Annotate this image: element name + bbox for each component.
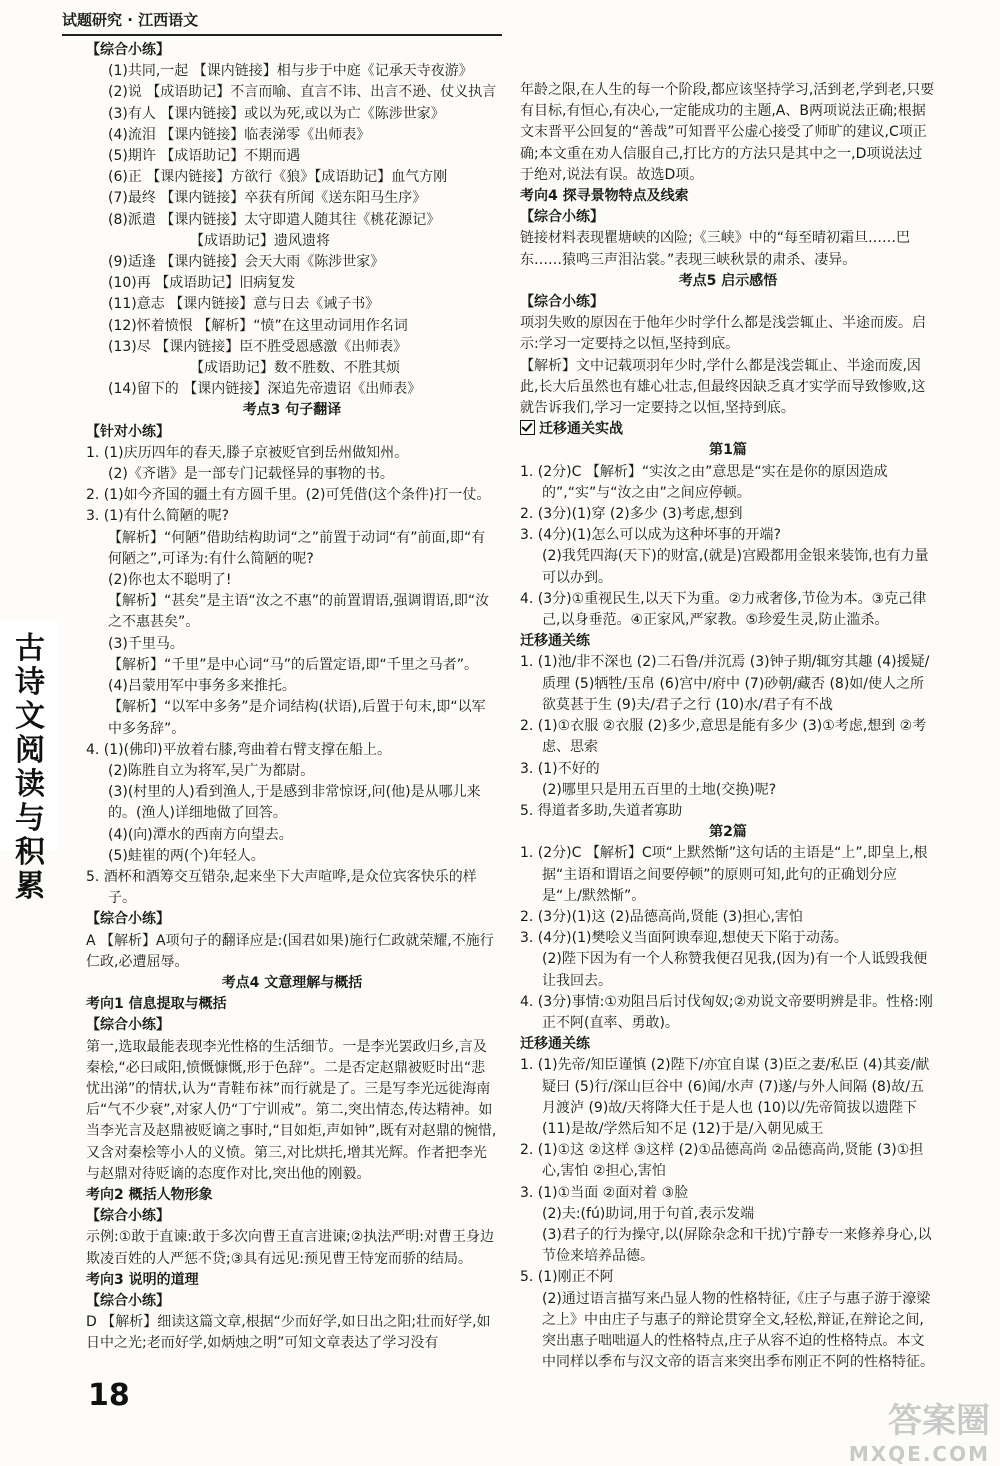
left-column (86, 40, 498, 1355)
answer-detail: (3)千里马。 (108, 635, 184, 652)
paragraph: 年龄之限,在人生的每一个阶段,都应该坚持学习,活到老,学到老,只要有目标,有恒心,有决心,一定能成功的主题,A、B两项说法正确;根据文末晋平公回复的“善哉”可知晋平公虚心接受了师旷的建议,C项正确;本文重在劝人信服自己,打比方的方法只是其中之一,D项说法过于绝对,说法有误。故选D项。 (520, 82, 935, 183)
exercise-tag: 迁移通关练 (520, 1036, 590, 1053)
answer-detail: (2)我凭四海(天下)的财富,(就是)宫殿都用金银来装饰,也有力量可以办到。 (542, 548, 929, 586)
exercise-tag: 迁移通关练 (520, 633, 590, 650)
side-section-label: 古诗文阅读与积累 (15, 631, 45, 904)
answer-item: (3)有人 【课内链接】或以为死,或以为亡《陈涉世家》 (108, 105, 445, 122)
answer-detail: (4)吕蒙用军中事务多来推托。 (108, 678, 296, 695)
numbered-answer: 2. (1)如今齐国的疆土有方圆千里。(2)可凭借(这个条件)打一仗。 (86, 487, 491, 504)
exercise-tag: 【针对小练】 (86, 423, 170, 440)
subsection-title: 考向4 探寻景物特点及线索 (520, 188, 689, 205)
answer-item: (11)意志 【课内链接】意与日去《诫子书》 (108, 296, 380, 313)
answer-item: (14)留下的 【课内链接】深追先帝遗诏《出师表》 (108, 381, 422, 398)
answer-item: (5)期许 【成语助记】不期而遇 (108, 148, 301, 165)
right-column (520, 80, 936, 1373)
side-section-tab (0, 620, 58, 904)
section-title: 考点5 启示感悟 (678, 272, 778, 289)
answer-item: (4)流泪 【课内链接】临表涕零《出师表》 (108, 126, 371, 143)
section-title: 考点3 句子翻译 (242, 402, 342, 419)
exercise-tag: 【综合小练】 (86, 911, 170, 928)
paragraph: 【解析】文中记载项羽年少时,学什么都是浅尝辄止、半途而废,因此,长大后虽然也有雄心壮志,但最终因缺乏真才实学而导致惨败,这就告诉我们,学习一定要持之以恒,坚持到底。 (520, 357, 926, 417)
answer-detail: (3)(村里的人)看到渔人,于是感到非常惊讶,问(他)是从哪儿来的。(渔人)详细地做了回答。 (108, 784, 481, 822)
checkbox-icon (520, 420, 535, 435)
subsection-title: 考向2 概括人物形象 (86, 1186, 213, 1203)
exercise-tag: 【综合小练】 (520, 209, 604, 226)
numbered-answer: 1. (1)池/非不深也 (2)二石鲁/并沉焉 (3)钟子期/辄穷其趣 (4)援疑/质理 (5)牺牲/玉帛 (6)宫中/府中 (7)砂朝/藏否 (8)如/使人之所欲莫甚于生 (9)夫/君子之行 (10)水/君子有不战 (520, 654, 930, 713)
answer-detail: 【解析】“千里”是中心词“马”的后置定语,即“千里之马者”。 (108, 656, 478, 673)
answer-detail: (4)(向)潭水的西南方向望去。 (108, 826, 293, 843)
answer-item: (12)怀着愤恨 【解析】“愤”在这里动词用作名词 (108, 317, 408, 334)
numbered-answer: 5. 得道者多助,失道者寡助 (520, 802, 683, 819)
exercise-tag: 【综合小练】 (86, 1292, 170, 1309)
watermark-url: MXQE.COM (848, 1442, 990, 1466)
numbered-answer: 2. (1)①这 ②这样 ③这样 (2)①品德高尚 ②品德高尚,贤能 (3)①担心,害怕 ②担心,害怕 (520, 1142, 924, 1180)
answer-detail: (2)《齐谐》是一部专门记载怪异的事物的书。 (108, 466, 394, 483)
exercise-tag: 【综合小练】 (86, 1017, 170, 1034)
page-header: 试题研究 · 江西语文 (62, 6, 502, 36)
answer-item: (7)最终 【课内链接】卒获有所闻《送东阳马生序》 (108, 190, 427, 207)
answer-detail: (2)陛下因为有一个人称赞我便召见我,(因为)有一个人诋毁我便让我回去。 (542, 951, 928, 989)
numbered-answer: 3. (4分)(1)樊哙义当面阿谀奉迎,想使天下陷于动荡。 (520, 930, 848, 947)
numbered-answer: 1. (1)庆历四年的春天,滕子京被贬官到岳州做知州。 (86, 444, 409, 461)
answer-detail: (3)君子的行为操守,以(屏除杂念和干扰)宁静专一来修养身心,以节俭来培养品德。 (542, 1226, 932, 1265)
numbered-answer: 4. (3分)事情:①劝阻吕后讨伐匈奴;②劝说文帝要明辨是非。性格:刚正不阿(直率、勇敢)。 (520, 993, 933, 1031)
paragraph: 链接材料表现瞿塘峡的凶险;《三峡》中的“每至晴初霜旦……巴东……猿鸣三声泪沾裳。”表现三峡秋景的肃杀、凄异。 (520, 230, 910, 268)
paragraph: 项羽失败的原因在于他年少时学什么都是浅尝辄止、半途而废。启示:学习一定要持之以恒,坚持到底。 (520, 315, 926, 353)
exercise-tag: 【综合小练】 (86, 42, 170, 58)
numbered-answer: 2. (3分)(1)这 (2)品德高尚,贤能 (3)担心,害怕 (520, 908, 803, 925)
answer-item: (8)派遣 【课内链接】太守即遣人随其往《桃花源记》 (108, 211, 441, 228)
answer-detail: 【解析】“甚矣”是主语“汝之不惠”的前置谓语,强调谓语,即“汝之不惠甚矣”。 (108, 593, 490, 631)
paragraph: A 【解析】A项句子的翻译应是:(国君如果)施行仁政就荣耀,不施行仁政,必遭屈辱。 (86, 932, 494, 970)
answer-item: (6)正 【课内链接】方欲行《狼》【成语助记】血气方刚 (108, 169, 448, 186)
answer-item: (2)说 【成语助记】不言而喻、直言不讳、出言不逊、仗义执言 (108, 84, 497, 101)
practice-heading (520, 419, 936, 440)
answer-detail: (2)陈胜自立为将军,吴广为都尉。 (108, 762, 315, 779)
answer-detail: (2)哪里只是用五百里的土地(交换)呢? (542, 781, 777, 798)
watermark-text: 答案圈 (888, 1401, 990, 1441)
answer-detail: (2)通过语言描写来凸显人物的性格特征,《庄子与惠子游于濠梁之上》中由庄子与惠子的辩论贯穿全文,轻松,辩证,在辩论之间,突出惠子咄咄逼人的性格特点,庄子从容不迫的性格特点。本文中同样以季布与汉文帝的语言来突出季布刚正不阿的性格特征。 (542, 1290, 934, 1371)
numbered-answer: 2. (1)①衣服 ②衣服 (2)多少,意思是能有多少 (3)①考虑,想到 ②考虑、思索 (520, 718, 927, 756)
numbered-answer: 4. (3分)①重视民生,以天下为重。②力戒奢侈,节俭为本。③克己律己,以身垂范。④正家风,严家教。⑤珍爱生灵,防止滥杀。 (520, 590, 927, 629)
paragraph: D 【解析】细读这篇文章,根据“少而好学,如日出之阳;壮而好学,如日中之光;老而好学,如炳烛之明”可知文章表达了学习没有 (86, 1314, 491, 1352)
numbered-answer: 1. (2分)C 【解析】“实汝之由”意思是“实在是你的原因造成的”,“实”与“汝之由”之间应停顿。 (520, 463, 888, 501)
section-title: 第2篇 (709, 824, 747, 841)
answer-detail: 【解析】“何陋”借助结构助词“之”前置于动词“有”前面,即“有何陋之”,可译为:有什么简陋的呢? (108, 529, 486, 567)
answer-item: (10)再 【成语助记】旧病复发 (108, 275, 296, 292)
numbered-answer: 1. (2分)C 【解析】C项“上默然惭”这句话的主语是“上”,即皇上,根据“主语和谓语之间要停顿”的原则可知,此句的正确划分应是“上/默然惭”。 (520, 845, 928, 904)
section-title: 考点4 文意理解与概括 (221, 974, 363, 991)
paragraph: 示例:①敢于直谏:敢于多次向曹王直言进谏;②执法严明:对曹王身边欺凌百姓的人严惩不贷;③具有远见:预见曹王恃宠而骄的结局。 (86, 1229, 494, 1267)
exercise-tag: 【综合小练】 (520, 294, 604, 311)
paragraph: 第一,选取最能表现李光性格的生活细节。一是李光罢政归乡,言及秦桧,“必曰咸阳,愤慨慷慨,形于色辞”。二是否定赵鼎被贬时出“悲忧出涕”的情状,认为“青鞋布袜”而行就是了。三是写李光远徙海南后“气不少衰”,对家人仍“丁宁训戒”。第二,突出情态,传达精神。如当李光言及赵鼎被贬谪之事时,“目如炬,声如钟”,既有对赵鼎的惋惜,又含对秦桧等小人的义愤。第三,对比烘托,增其光辉。作者把李光与赵鼎对待贬谪的态度作对比,突出他的刚毅。 (86, 1038, 497, 1182)
answer-note: 【成语助记】遗风遗将 (190, 232, 330, 249)
numbered-answer: 5. 酒杯和酒筹交互错杂,起来坐下大声喧哗,是众位宾客快乐的样子。 (86, 868, 477, 907)
numbered-answer: 3. (4分)(1)怎么可以成为这种坏事的开端? (520, 527, 781, 544)
answer-item: (13)尽 【课内链接】臣不胜受恩感激《出师表》 (108, 338, 408, 355)
numbered-answer: 5. (1)刚正不阿 (520, 1269, 614, 1286)
subsection-title: 考向1 信息提取与概括 (86, 996, 227, 1013)
numbered-answer: 2. (3分)(1)穿 (2)多少 (3)考虑,想到 (520, 506, 743, 523)
numbered-answer: 1. (1)先帝/知臣谨慎 (2)陛下/亦宜自谋 (3)臣之妻/私臣 (4)其妾/献疑曰 (5)行/深山巨谷中 (6)闻/水声 (7)遂/与外人间隔 (8)故/五月渡泸 (9)故/天将降大任于是人也 (10)以/先帝简拔以遗陛下 (11)是故/学然后知不足 (12)于是/入朝见威王 (520, 1057, 930, 1137)
numbered-answer: 3. (1)不好的 (520, 760, 600, 777)
answer-detail: 【解析】“以军中多务”是介词结构(状语),后置于句末,即“以军中多务辞”。 (108, 699, 486, 737)
subsection-title: 考向3 说明的道理 (86, 1271, 199, 1288)
answer-detail: (5)蛙崔的两(个)年轻人。 (108, 847, 265, 864)
page-number: 18 (88, 1378, 130, 1413)
numbered-answer: 3. (1)①当面 ②面对着 ③脸 (520, 1184, 689, 1201)
watermark-logo (810, 1393, 990, 1466)
numbered-answer: 3. (1)有什么简陋的呢? (86, 508, 230, 525)
answer-item: (9)适逢 【课内链接】会天大雨《陈涉世家》 (108, 254, 385, 271)
answer-detail: (2)你也太不聪明了! (108, 572, 232, 589)
numbered-answer: 4. (1)(佛印)平放着右膝,弯曲着右臂支撑在船上。 (86, 741, 392, 758)
practice-heading-label: 迁移通关实战 (539, 421, 623, 438)
section-title: 第1篇 (709, 442, 747, 459)
answer-note: 【成语助记】数不胜数、不胜其烦 (190, 360, 400, 377)
answer-detail: (2)夫:(fú)助词,用于句首,表示发端 (542, 1205, 755, 1222)
answer-item: (1)共同,一起 【课内链接】相与步于中庭《记承天寺夜游》 (108, 63, 473, 80)
exercise-tag: 【综合小练】 (86, 1208, 170, 1225)
